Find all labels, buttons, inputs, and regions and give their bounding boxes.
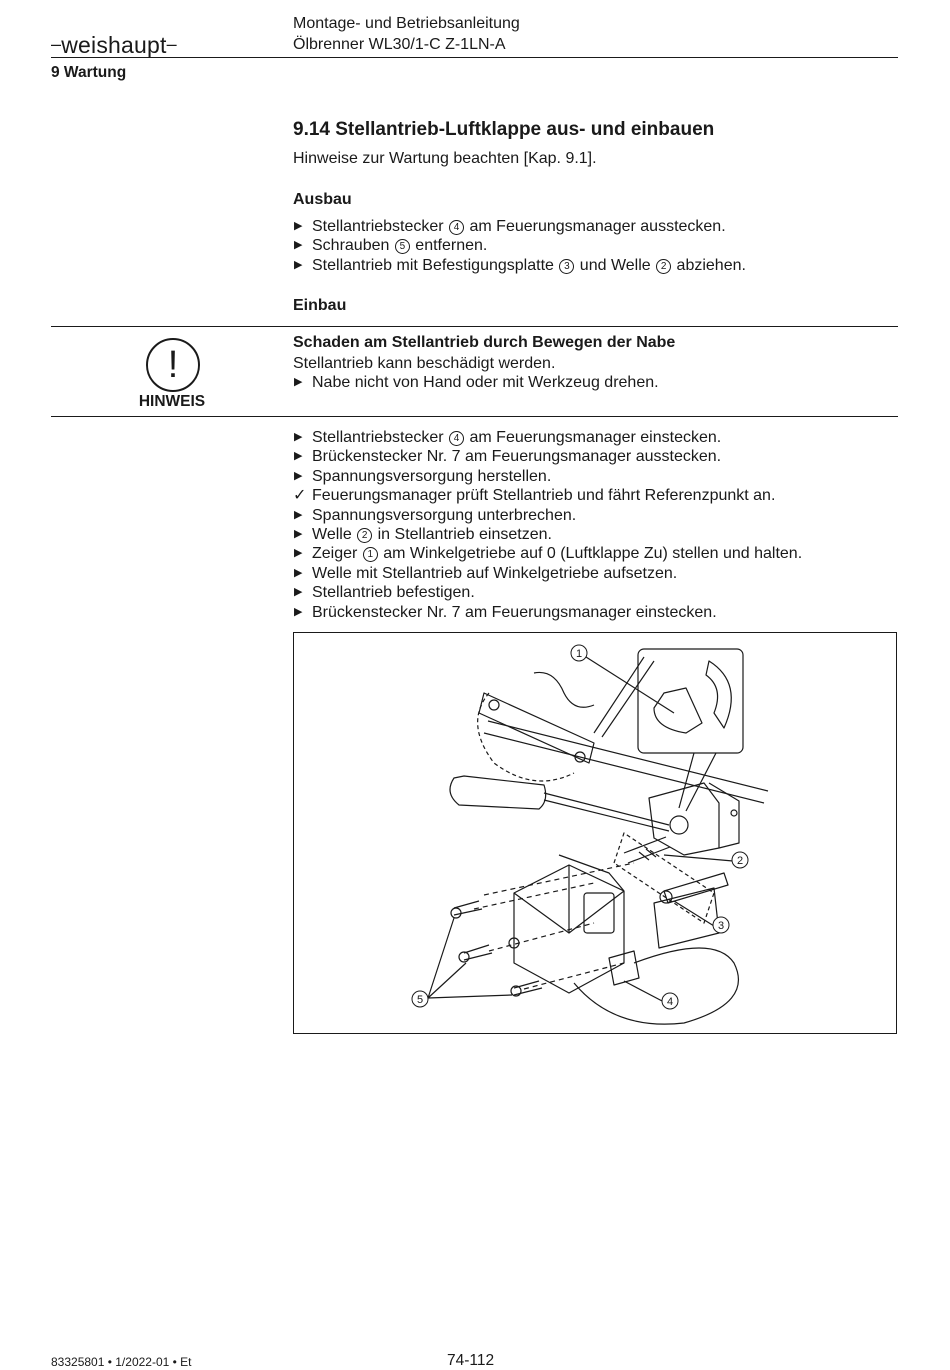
notice-bottom-rule: [51, 416, 898, 417]
section-title: 9.14 Stellantrieb-Luftklappe aus- und einbauen: [293, 119, 715, 140]
list-item: ▶ Spannungsversorgung unterbrechen.: [294, 506, 577, 524]
list-item: ▶ Welle mit Stellantrieb auf Winkelgetriebe aufsetzen.: [294, 564, 678, 582]
header-rule: [51, 57, 898, 58]
list-item: ▶ Welle 2 in Stellantrieb einsetzen.: [294, 526, 552, 544]
callout-ref: 4: [449, 431, 464, 446]
list-item: ▶ Spannungsversorgung herstellen.: [294, 467, 552, 485]
brand-logo: –weishaupt–: [51, 32, 177, 58]
callout-5-label: 5: [416, 994, 424, 1006]
list-item: ✓ Feuerungsmanager prüft Stellantrieb und fährt Referenzpunkt an.: [293, 487, 776, 505]
document-title: Montage- und Betriebsanleitung: [293, 15, 520, 32]
notice-steps: [293, 373, 659, 392]
section-intro: Hinweise zur Wartung beachten [Kap. 9.1].: [293, 150, 597, 167]
ausbau-heading: Ausbau: [293, 191, 352, 208]
chapter-label: 9 Wartung: [51, 64, 127, 81]
callout-2-label: 2: [736, 855, 744, 867]
list-item: ▶ Schrauben 5 entfernen.: [294, 237, 488, 255]
list-item: ▶ Stellantriebstecker 4 am Feuerungsmanager einstecken.: [294, 429, 722, 446]
ausbau-steps: [293, 217, 746, 275]
exclamation-icon: !: [146, 338, 200, 392]
document-number: 83325801 • 1/2022-01 • Et: [51, 1355, 192, 1369]
page-number: 74-112: [447, 1352, 495, 1369]
callout-ref: 1: [363, 547, 378, 562]
callout-1-label: 1: [575, 648, 583, 660]
list-item: ▶ Stellantrieb mit Befestigungsplatte 3 und Welle 2 abziehen.: [294, 256, 746, 274]
actuator-illustration: [293, 632, 897, 1034]
actuator-drawing: [294, 633, 896, 1033]
callout-4-label: 4: [666, 996, 674, 1008]
einbau-steps: [293, 428, 802, 622]
list-item: ▶ Stellantriebstecker 4 am Feuerungsmanager ausstecken.: [294, 218, 726, 235]
product-title: Ölbrenner WL30/1-C Z-1LN-A: [293, 36, 506, 53]
callout-3-label: 3: [717, 920, 725, 932]
list-item: ▶ Nabe nicht von Hand oder mit Werkzeug drehen.: [294, 374, 659, 391]
list-item: ▶ Brückenstecker Nr. 7 am Feuerungsmanager ausstecken.: [294, 448, 722, 466]
notice-top-rule: [51, 326, 898, 327]
notice-text: Stellantrieb kann beschädigt werden.: [293, 355, 556, 372]
callout-ref: 2: [357, 528, 372, 543]
einbau-heading: Einbau: [293, 297, 347, 314]
notice-title: Schaden am Stellantrieb durch Bewegen der Nabe: [293, 334, 676, 351]
notice-label: HINWEIS: [138, 393, 206, 410]
callout-ref: 3: [559, 259, 574, 274]
list-item: ▶ Zeiger 1 am Winkelgetriebe auf 0 (Luftklappe Zu) stellen und halten.: [294, 545, 803, 563]
list-item: ▶ Stellantrieb befestigen.: [294, 584, 475, 602]
callout-ref: 4: [449, 220, 464, 235]
list-item: ▶ Brückenstecker Nr. 7 am Feuerungsmanager einstecken.: [294, 603, 717, 621]
callout-ref: 5: [395, 239, 410, 254]
callout-ref: 2: [656, 259, 671, 274]
